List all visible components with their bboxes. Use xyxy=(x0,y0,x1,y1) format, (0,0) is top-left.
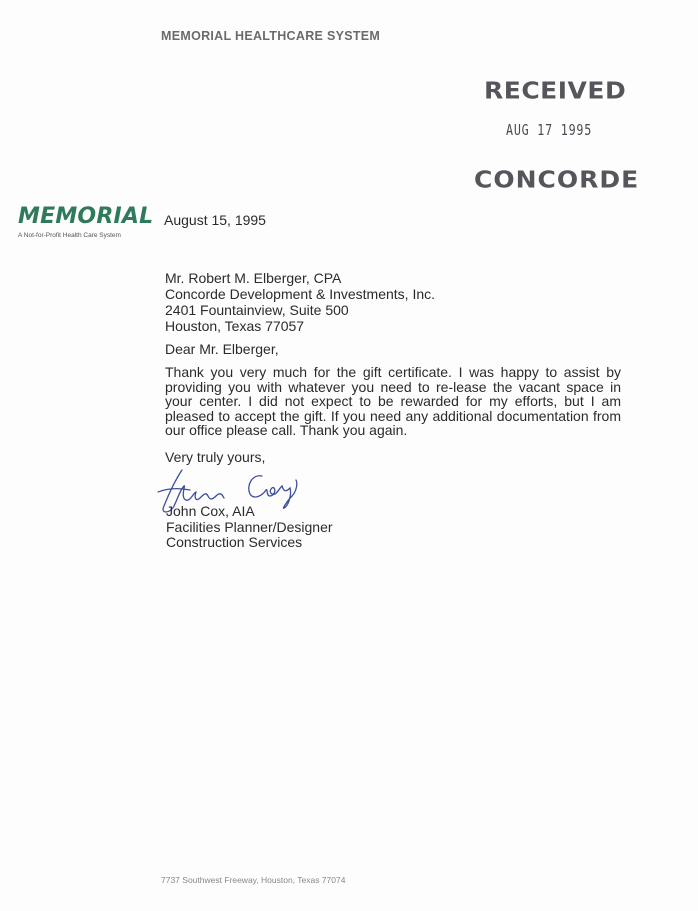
company-stamp: CONCORDE xyxy=(474,166,640,193)
footer-address: 7737 Southwest Freeway, Houston, Texas 77074 xyxy=(161,875,346,885)
memorial-logo: MEMORIAL xyxy=(18,204,154,229)
recipient-city: Houston, Texas 77057 xyxy=(165,318,305,334)
received-stamp-date: AUG 17 1995 xyxy=(506,121,593,139)
letter-body: Thank you very much for the gift certificate. I was happy to assist by providing you with whatever you need to re-lease the vacant space in your center. I did not expect to be rewarded for my efforts, but I am pleased to accept the gift. If you need any additional documentation from our office please call. Thank you again. xyxy=(165,364,621,438)
salutation: Dear Mr. Elberger, xyxy=(165,341,279,357)
organization-header: MEMORIAL HEALTHCARE SYSTEM xyxy=(161,29,381,43)
closing: Very truly yours, xyxy=(165,449,266,465)
recipient-address xyxy=(165,270,435,334)
signer-department: Construction Services xyxy=(166,534,303,550)
recipient-street: 2401 Fountainview, Suite 500 xyxy=(165,302,349,318)
recipient-company: Concorde Development & Investments, Inc. xyxy=(165,286,436,302)
recipient-name: Mr. Robert M. Elberger, CPA xyxy=(165,270,342,286)
signer-name: John Cox, AIA xyxy=(166,503,255,519)
signature-block xyxy=(166,504,333,551)
letter-date: August 15, 1995 xyxy=(164,212,266,228)
logo-tagline: A Not-for-Profit Health Care System xyxy=(18,232,121,239)
signer-title: Facilities Planner/Designer xyxy=(166,518,333,535)
received-stamp: RECEIVED xyxy=(484,77,627,104)
